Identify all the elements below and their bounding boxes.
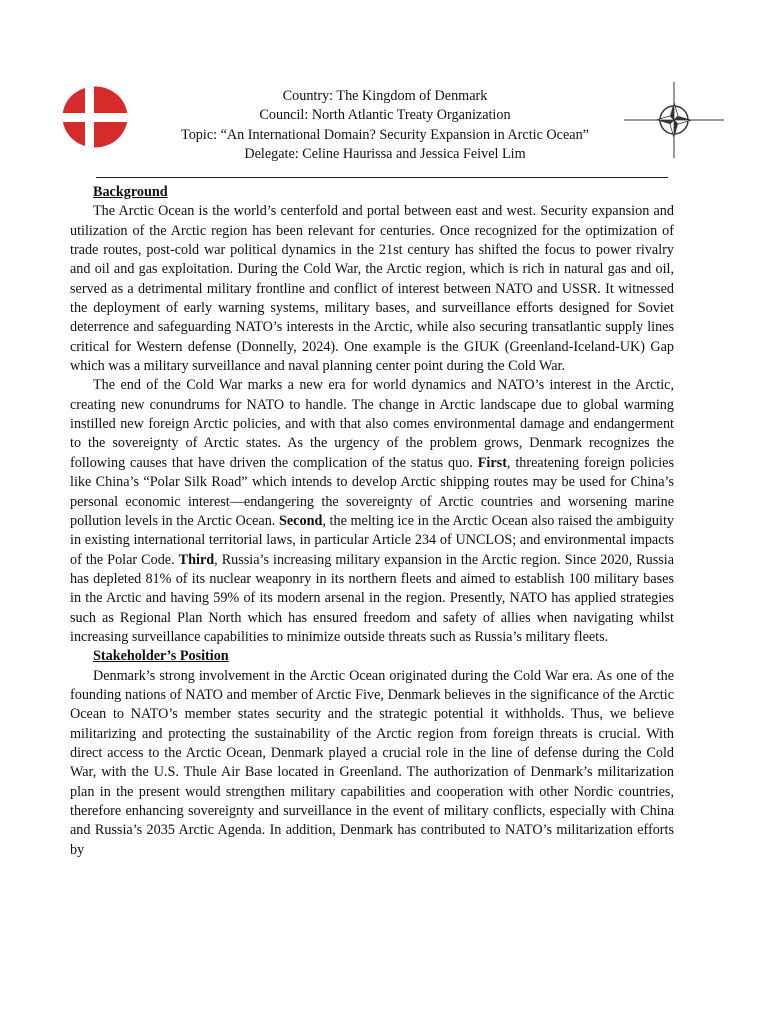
second-keyword: Second (278, 512, 323, 529)
paragraph-text: , the melting ice in the Arctic Ocean also raised the ambiguity in existing international territorial laws, in particular Article 234 of UNCLOS; and environmental impacts of the Polar Code. (70, 512, 674, 568)
stakeholder-paragraph-1: Denmark’s strong involvement in the Arctic Ocean originated during the Cold War era. As one of the founding nations of NATO and member of Arctic Five, Denmark believes in the significance of the Arctic Ocean to NATO’s member states security and the strategic potential it withholds. Thus, we believe militarizing and protecting the sustainability of the Arctic region from foreign threats is crucial. With direct access to the Arctic Ocean, Denmark played a crucial role in the line of defense during the Cold War, with the U.S. Thule Air Base located in Greenland. The authorization of Denmark’s militarization plan in the present would strengthen military capabilities and cooperation with other Nordic countries, therefore enhancing sovereignty and surveillance in the event of military conflicts, especially with China and Russia’s 2035 Arctic Agenda. In addition, Denmark has contributed to NATO’s militarization efforts by (70, 667, 674, 858)
stakeholder-heading: Stakeholder’s Position (93, 648, 229, 665)
paragraph-text: The end of the Cold War marks a new era for world dynamics and NATO’s interest in the Arctic, creating new conundrums for NATO to handle. The change in Arctic landscape due to global warming instilled new foreign Arctic policies, and with that also comes environmental damage and endangerment to the sovereignty of Arctic states. As the urgency of the problem grows, Denmark recognizes the following causes that have driven the complication of the status quo. (70, 377, 674, 471)
paragraph-text: , Russia’s increasing military expansion in the Arctic region. Since 2020, Russia has depleted 81% of its nuclear weaponry in its northern fleets and aimed to establish 100 military bases in the Arctic and having 59% of its modern arsenal in the region. Presently, NATO has applied strategies such as Regional Plan North which has ensured freedom and safety of allies when navigating whilst increasing surveillance capabilities to minimize outside threats such as Russia’s military fleets. (70, 551, 674, 645)
background-paragraph-2 (70, 376, 674, 647)
nato-compass-emblem-icon (624, 82, 724, 158)
first-keyword: First (477, 454, 507, 471)
header-divider (96, 177, 668, 178)
third-keyword: Third (178, 551, 215, 568)
delegate-line: Delegate: Celine Haurissa and Jessica Feivel Lim (244, 146, 526, 163)
background-heading: Background (93, 184, 168, 200)
document-body (70, 183, 674, 860)
document-header (140, 87, 630, 165)
topic-line: Topic: “An International Domain? Security Expansion in Arctic Ocean” (181, 126, 589, 143)
council-line: Council: North Atlantic Treaty Organization (259, 107, 511, 124)
background-paragraph-1: The Arctic Ocean is the world’s centerfold and portal between east and west. Security expansion and utilization of the Arctic region has been relevant for centuries. Once recognized for the optimization of trade routes, post-cold war political dynamics in the 21st century has shifted the focus to power rivalry and oil and gas exploitation. During the Cold War, the Arctic region, which is rich in natural gas and oil, served as a detrimental military frontline and conflict of interest between NATO and USSR. It witnessed the deployment of early warning systems, military bases, and surveillance efforts designed for Soviet deterrence and safeguarding NATO’s interests in the Arctic, while also securing transatlantic supply lines critical for Western defense (Donnelly, 2024). One example is the GIUK (Greenland-Iceland-UK) Gap which was a military surveillance and naval planning center point during the Cold War. (70, 203, 674, 375)
paragraph-text: , threatening foreign policies like China’s “Polar Silk Road” which intends to develop Arctic shipping routes may be used for China’s personal economic interest—endangering the sovereignty of Arctic countries and worsening marine pollution levels in the Arctic Ocean. (70, 454, 674, 529)
denmark-flag-icon (62, 86, 128, 148)
country-line: Country: The Kingdom of Denmark (282, 88, 488, 104)
